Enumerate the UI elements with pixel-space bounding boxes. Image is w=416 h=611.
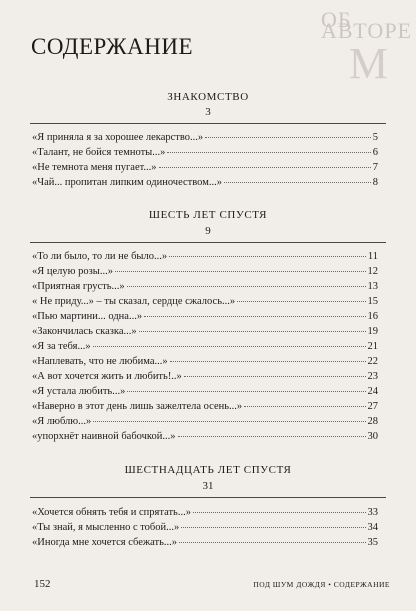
dot-leader [93, 421, 365, 422]
toc-entry[interactable] [32, 162, 378, 175]
toc-entry-title: «Закончилась сказка...» [32, 326, 137, 337]
dot-leader [93, 346, 366, 347]
toc-entry[interactable] [32, 147, 378, 160]
page-title: СОДЕРЖАНИЕ [31, 34, 194, 59]
toc-entry-title: «Хочется обнять тебя и спрятать...» [32, 507, 191, 518]
running-title: ПОД ШУМ ДОЖДЯ • СОДЕРЖАНИЕ [253, 580, 390, 589]
dot-leader [167, 152, 370, 153]
bleed-through-title: ОБ АВТОРЕ [321, 7, 412, 43]
toc-entry-title: « Не приду...» – ты сказал, сердце сжалось...» [32, 296, 236, 307]
toc-entry-page: 24 [367, 386, 378, 397]
dot-leader [127, 286, 366, 287]
toc-entry-title: «упорхнёт наивной бабочкой...» [32, 431, 176, 442]
toc-entry-title: «Иногда мне хочется сбежать...» [32, 537, 178, 548]
dot-leader [178, 436, 366, 437]
section-page: 31 [202, 480, 214, 492]
section-page: 3 [205, 106, 211, 118]
dot-leader [193, 512, 366, 513]
dot-leader [237, 301, 365, 302]
toc-entry[interactable] [32, 386, 378, 399]
section-rule [30, 497, 386, 498]
toc-entry[interactable] [32, 251, 378, 264]
toc-entry-title: «Я приняла я за хорошее лекарство...» [32, 132, 204, 143]
toc-entry-page: 8 [372, 177, 378, 188]
toc-entry[interactable] [32, 401, 378, 414]
dot-leader [115, 271, 366, 272]
toc-entry-title: «Наплевать, что не любима...» [32, 356, 168, 367]
toc-entry-title: «Я целую розы...» [32, 266, 113, 277]
dot-leader [144, 316, 365, 317]
toc-entry-title: «Ты знай, я мысленно с тобой...» [32, 522, 180, 533]
toc-entry-page: 11 [367, 251, 378, 262]
dot-leader [179, 542, 365, 543]
toc-entry-page: 13 [367, 281, 378, 292]
toc-entry[interactable] [32, 537, 378, 550]
toc-entry-page: 19 [367, 326, 378, 337]
toc-entry-page: 28 [367, 416, 378, 427]
bleed-through-drop-cap: М [348, 39, 388, 88]
toc-entry-page: 22 [367, 356, 378, 367]
toc-entry-title: «Талант, не бойся темноты...» [32, 147, 166, 158]
dot-leader [224, 182, 371, 183]
section-title: ШЕСТЬ ЛЕТ СПУСТЯ [148, 209, 268, 221]
toc-entry-page: 35 [367, 537, 378, 548]
toc-entry[interactable] [32, 431, 378, 444]
toc-entry-page: 15 [367, 296, 378, 307]
section-page: 9 [205, 225, 211, 237]
toc-entry-page: 34 [367, 522, 378, 533]
toc-entry-page: 12 [367, 266, 378, 277]
toc-entry-page: 30 [367, 431, 378, 442]
dot-leader [184, 376, 366, 377]
toc-entry[interactable] [32, 341, 378, 354]
toc-entry[interactable] [32, 326, 378, 339]
toc-entry[interactable] [32, 507, 378, 520]
toc-entry-title: «Не темнота меня пугает...» [32, 162, 157, 173]
dot-leader [244, 406, 365, 407]
toc-entry[interactable] [32, 311, 378, 324]
toc-entry[interactable] [32, 177, 378, 190]
toc-entry-page: 16 [367, 311, 378, 322]
toc-entry[interactable] [32, 296, 378, 309]
toc-entry-page: 23 [367, 371, 378, 382]
page-number: 152 [34, 578, 51, 590]
toc-entry-page: 21 [367, 341, 378, 352]
dot-leader [159, 167, 371, 168]
toc-entry-title: «Приятная грусть...» [32, 281, 125, 292]
toc-entry-title: «Я за тебя...» [32, 341, 91, 352]
toc-entry-title: «Наверно в этот день лишь зажелтела осень...» [32, 401, 243, 412]
toc-entry-title: «То ли было, то ли не было...» [32, 251, 168, 262]
toc-entry[interactable] [32, 132, 378, 145]
dot-leader [181, 527, 365, 528]
toc-entry-page: 5 [372, 132, 378, 143]
toc-entry[interactable] [32, 266, 378, 279]
dot-leader [169, 256, 366, 257]
section-title: ШЕСТНАДЦАТЬ ЛЕТ СПУСТЯ [124, 464, 292, 476]
toc-entry-page: 7 [372, 162, 378, 173]
toc-entry-title: «А вот хочется жить и любить!..» [32, 371, 182, 382]
dot-leader [139, 331, 366, 332]
toc-entry[interactable] [32, 416, 378, 429]
section-rule [30, 123, 386, 124]
toc-entry-title: «Чай... пропитан липким одиночеством...» [32, 177, 222, 188]
toc-entry-title: «Пью мартини... одна...» [32, 311, 143, 322]
toc-entry-title: «Я устала любить...» [32, 386, 126, 397]
toc-entry[interactable] [32, 522, 378, 535]
dot-leader [170, 361, 366, 362]
section-rule [30, 242, 386, 243]
dot-leader [205, 137, 371, 138]
toc-entry[interactable] [32, 281, 378, 294]
toc-entry[interactable] [32, 356, 378, 369]
dot-leader [127, 391, 365, 392]
toc-entry-page: 6 [372, 147, 378, 158]
toc-entry-page: 33 [367, 507, 378, 518]
toc-entry[interactable] [32, 371, 378, 384]
toc-entry-page: 27 [367, 401, 378, 412]
toc-entry-title: «Я люблю...» [32, 416, 92, 427]
section-title: ЗНАКОМСТВО [167, 91, 249, 103]
